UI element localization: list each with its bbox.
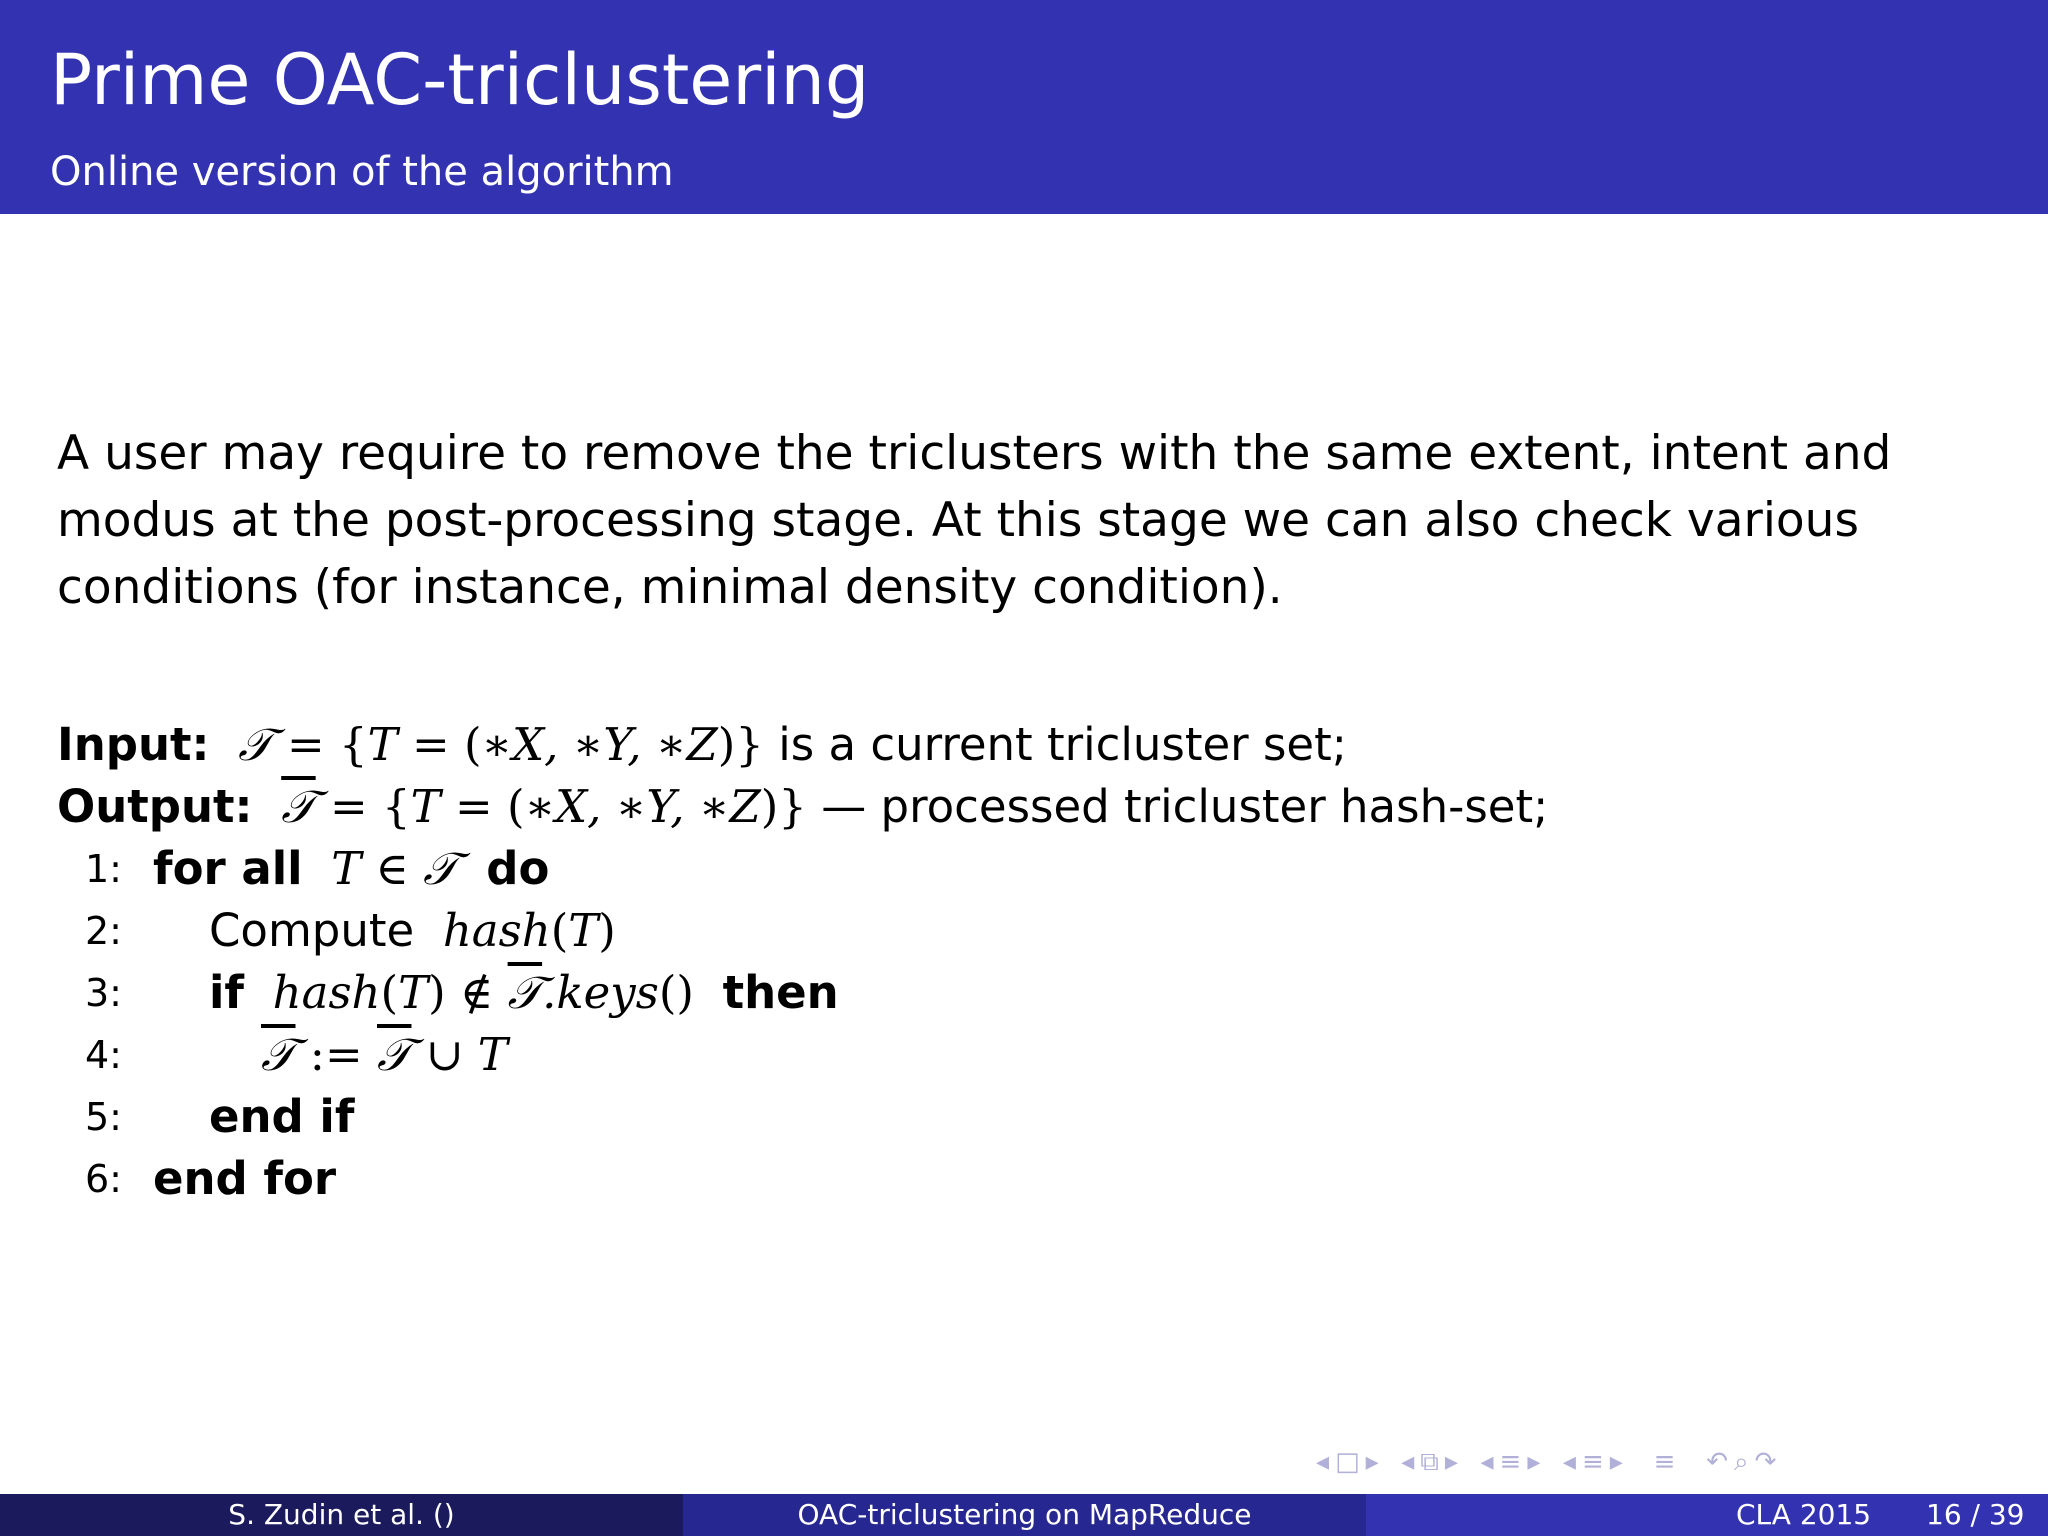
keyword-if: if xyxy=(209,966,245,1019)
slide-footer xyxy=(0,1494,2048,1536)
line-4-formula: 𝒯 := 𝒯 ∪ T xyxy=(261,1028,508,1081)
nav-prev-slide-icon[interactable]: ◂ xyxy=(1562,1447,1576,1477)
line-3-formula: hash(T) ∉ 𝒯.keys() xyxy=(258,966,694,1019)
nav-toc-icon[interactable]: ≡ xyxy=(1653,1447,1676,1477)
line-2-formula: hash(T) xyxy=(428,904,616,957)
nav-next-slide-icon[interactable]: ▸ xyxy=(1609,1447,1623,1477)
output-formula: 𝒯 = {T = (∗X, ∗Y, ∗Z)} xyxy=(281,780,807,833)
footer-right xyxy=(1366,1494,2048,1536)
nav-next-subsection-icon[interactable]: ▸ xyxy=(1444,1447,1458,1477)
keyword-for-all: for all xyxy=(153,842,303,895)
nav-search-icon[interactable]: ⌕ xyxy=(1734,1447,1749,1477)
output-description: — processed tricluster hash-set; xyxy=(821,780,1549,833)
line-number: 6: xyxy=(85,1157,122,1201)
nav-next-section-icon[interactable]: ▸ xyxy=(1527,1447,1541,1477)
keyword-do: do xyxy=(486,842,550,895)
input-formula: 𝒯 = {T = (∗X, ∗Y, ∗Z)} xyxy=(223,718,764,771)
slide-subtitle: Online version of the algorithm xyxy=(50,149,674,195)
slide-title: Prime OAC-triclustering xyxy=(50,39,870,121)
line-2-text: Compute xyxy=(209,904,415,957)
footer-page-number: 16 / 39 xyxy=(1926,1498,2025,1531)
algorithm-line-3 xyxy=(57,962,2007,1024)
algorithm-line-5 xyxy=(57,1086,2007,1148)
algorithm-output-line xyxy=(57,776,2007,838)
nav-next-frame-icon[interactable]: ▸ xyxy=(1365,1447,1379,1477)
line-number: 3: xyxy=(85,971,122,1015)
nav-section-icon[interactable]: ≡ xyxy=(1499,1447,1522,1477)
nav-back-icon[interactable]: ↶ xyxy=(1706,1447,1729,1477)
nav-prev-frame-icon[interactable]: ◂ xyxy=(1316,1447,1330,1477)
algorithm-line-2 xyxy=(57,900,2007,962)
nav-prev-subsection-icon[interactable]: ◂ xyxy=(1401,1447,1415,1477)
algorithm-line-1 xyxy=(57,838,2007,900)
output-label: Output: xyxy=(57,780,253,833)
line-number: 2: xyxy=(85,909,122,953)
algorithm-block xyxy=(57,714,2007,1210)
keyword-end-if: end if xyxy=(209,1090,355,1143)
footer-conference: CLA 2015 xyxy=(1736,1498,1872,1531)
algorithm-input-line xyxy=(57,714,2007,776)
nav-subsection-icon[interactable]: ⧉ xyxy=(1420,1447,1439,1477)
algorithm-line-4 xyxy=(57,1024,2007,1086)
line-number: 4: xyxy=(85,1033,122,1077)
nav-prev-section-icon[interactable]: ◂ xyxy=(1480,1447,1494,1477)
keyword-end-for: end for xyxy=(153,1152,337,1205)
nav-forward-icon[interactable]: ↷ xyxy=(1754,1447,1777,1477)
input-description: is a current tricluster set; xyxy=(778,718,1347,771)
footer-short-title: OAC-triclustering on MapReduce xyxy=(683,1494,1366,1536)
algorithm-line-6 xyxy=(57,1148,2007,1210)
input-label: Input: xyxy=(57,718,210,771)
body-paragraph: A user may require to remove the triclusters with the same extent, intent and modus at the post-processing stage. At this stage we can also check various conditions (for instance, minimal density condition). xyxy=(57,426,1892,615)
line-number: 1: xyxy=(85,847,122,891)
footer-authors: S. Zudin et al. () xyxy=(0,1494,683,1536)
slide-header xyxy=(0,0,2048,214)
nav-frame-icon[interactable]: □ xyxy=(1335,1447,1360,1477)
line-number: 5: xyxy=(85,1095,122,1139)
line-1-formula: T ∈ 𝒯 xyxy=(316,842,472,895)
nav-slide-icon[interactable]: ≡ xyxy=(1581,1447,1604,1477)
beamer-navigation-bar xyxy=(1316,1447,2036,1487)
keyword-then: then xyxy=(722,966,839,1019)
